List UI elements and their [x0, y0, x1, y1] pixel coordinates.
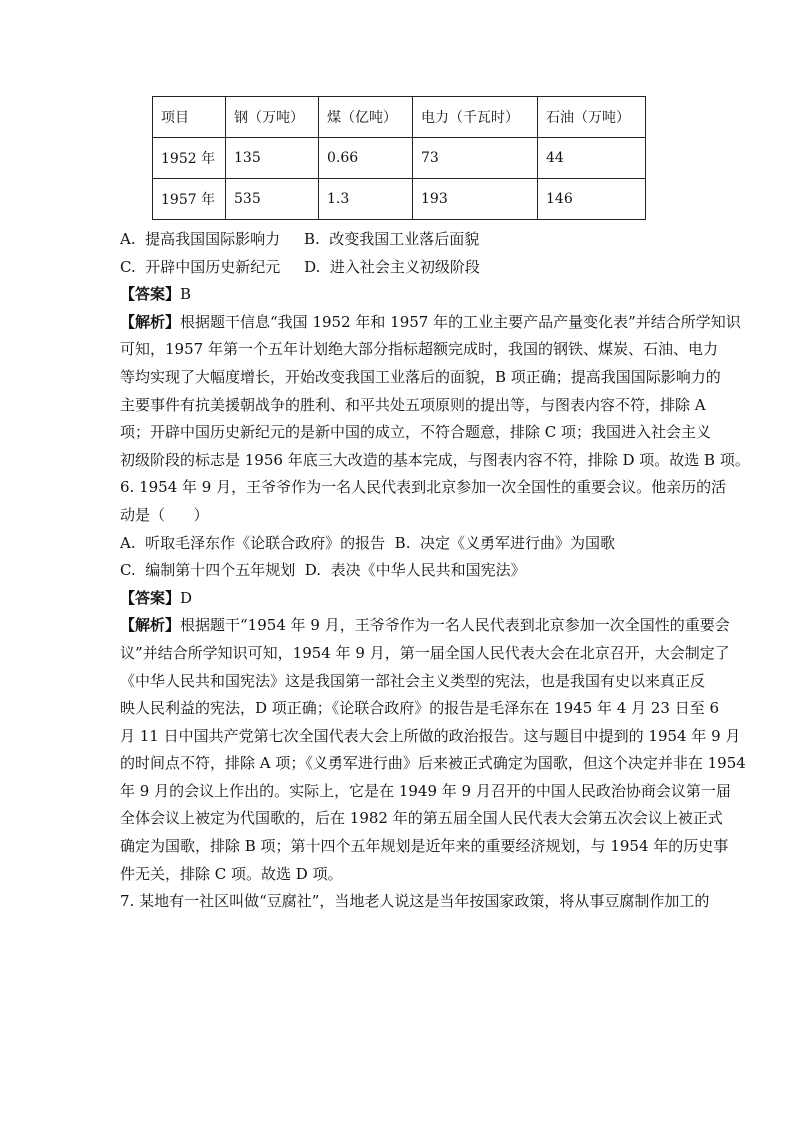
q6-answer [120, 585, 676, 613]
q6-analysis-line: 年 9 月的会议上作出的。实际上，它是在 1949 年 9 月召开的中国人民政治协商会议第一届 [120, 781, 731, 800]
answer-label: 【答案】 [120, 588, 181, 607]
answer-value: B [180, 285, 192, 304]
table-cell: 44 [538, 138, 646, 179]
table-cell: 135 [226, 138, 319, 179]
question-block [120, 226, 750, 916]
q6-stem-line: 动是（ ） [120, 505, 209, 524]
table-cell: 146 [538, 179, 646, 220]
analysis-text: 根据题干“1954 年 9 月，王爷爷作为一名人民代表到北京参加一次全国性的重要会 [180, 616, 730, 635]
production-table [152, 96, 646, 220]
q5-analysis-line [120, 309, 741, 337]
q5-answer [120, 281, 676, 309]
table-cell: 1957 年 [153, 179, 226, 220]
table-row [153, 138, 646, 179]
table-header-cell: 电力（千瓦时） [413, 97, 538, 138]
q6-analysis-line: 全体会议上被定为代国歌的，后在 1982 年的第五届全国人民代表大会第五次会议上被正式 [120, 809, 723, 828]
table-cell: 535 [226, 179, 319, 220]
q5-options-line: A. 提高我国国际影响力 B. 改变我国工业落后面貌 [120, 230, 480, 248]
table-cell: 0.66 [319, 138, 413, 179]
table-header-cell: 煤（亿吨） [319, 97, 413, 138]
table-header-cell: 项目 [153, 97, 226, 138]
table-cell: 73 [413, 138, 538, 179]
table-header-cell: 钢（万吨） [226, 97, 319, 138]
answer-label: 【答案】 [120, 285, 181, 304]
q6-analysis-line: 映人民利益的宪法，D 项正确；《论联合政府》的报告是毛泽东在 1945 年 4 月 23 日至 6 [120, 699, 720, 718]
q6-analysis-line: 《中华人民共和国宪法》这是我国第一部社会主义类型的宪法，也是我国有史以来真正反 [120, 671, 706, 690]
q6-analysis-line: 的时间点不符，排除 A 项；《义勇军进行曲》后来被正式确定为国歌，但这个决定并非在 1954 [120, 754, 746, 773]
q5-options-line: C. 开辟中国历史新纪元 D. 进入社会主义初级阶段 [120, 257, 480, 276]
analysis-text: 根据题干信息“我国 1952 年和 1957 年的工业主要产品产量变化表”并结合所学知识 [180, 312, 741, 331]
answer-value: D [180, 588, 193, 607]
q6-stem-line: 6. 1954 年 9 月，王爷爷作为一名人民代表到北京参加一次全国性的重要会议。他亲历的活 [120, 478, 727, 497]
q5-analysis-line: 初级阶段的标志是 1956 年底三大改造的基本完成，与图表内容不符，排除 D 项。故选 B 项。 [120, 450, 750, 469]
table-row [153, 179, 646, 220]
analysis-label: 【解析】 [120, 616, 181, 635]
q6-analysis-line: 确定为国歌，排除 B 项；第十四个五年规划是近年来的重要经济规划，与 1954 年的历史事 [120, 837, 729, 856]
table-header-cell: 石油（万吨） [538, 97, 646, 138]
q5-analysis-line: 等均实现了大幅度增长，开始改变我国工业落后的面貌，B 项正确；提高我国国际影响力的 [120, 367, 721, 386]
table-cell: 193 [413, 179, 538, 220]
q6-options-line: A. 听取毛泽东作《论联合政府》的报告 B. 决定《义勇军进行曲》为国歌 [120, 533, 616, 552]
q7-stem-line: 7. 某地有一社区叫做“豆腐社”，当地老人说这是当年按国家政策，将从事豆腐制作加工的 [120, 892, 710, 911]
q6-analysis-line: 件无关，排除 C 项。故选 D 项。 [120, 864, 343, 883]
q5-analysis-line: 主要事件有抗美援朝战争的胜利、和平共处五项原则的提出等，与图表内容不符，排除 A [120, 395, 706, 414]
table-header-row [153, 97, 646, 138]
table-cell: 1.3 [319, 179, 413, 220]
analysis-label: 【解析】 [120, 312, 181, 331]
q5-analysis-line: 可知，1957 年第一个五年计划绝大部分指标超额完成时，我国的钢铁、煤炭、石油、电力 [120, 340, 718, 359]
q6-analysis-line: 月 11 日中国共产党第七次全国代表大会上所做的政治报告。这与题目中提到的 1954 年 9 月 [120, 726, 741, 745]
table-cell: 1952 年 [153, 138, 226, 179]
q6-analysis-line [120, 612, 730, 640]
q6-options-line: C. 编制第十四个五年规划 D. 表决《中华人民共和国宪法》 [120, 561, 526, 580]
q5-analysis-line: 项；开辟中国历史新纪元的是新中国的成立，不符合题意，排除 C 项；我国进入社会主义 [120, 423, 712, 442]
q6-analysis-line: 议”并结合所学知识可知，1954 年 9 月，第一届全国人民代表大会在北京召开，大会制定了 [120, 643, 730, 662]
